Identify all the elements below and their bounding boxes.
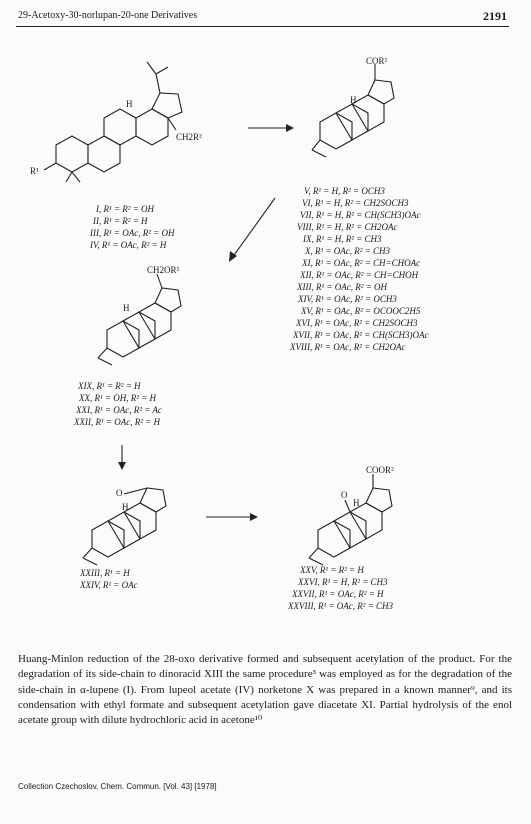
s3-ch2or2-label: CH2OR²: [147, 265, 180, 275]
s5-o-label: O: [341, 490, 348, 500]
s5-h-label: H: [353, 498, 360, 508]
compound-label: IV, R¹ = OAc, R² = H: [90, 240, 167, 250]
compound-label: X, R¹ = OAc, R² = CH3: [305, 246, 391, 256]
compound-label: XXVII, R¹ = OAc, R² = H: [292, 589, 384, 599]
compound-label: XXVIII, R¹ = OAc, R² = CH3: [288, 601, 394, 611]
structure-keto-acid: [309, 474, 392, 565]
s1-r1-label: R¹: [30, 166, 39, 176]
page-number: 2191: [483, 9, 507, 23]
compound-label: XIX, R¹ = R² = H: [78, 381, 141, 391]
compound-label: XXIV, R¹ = OAc: [80, 580, 138, 590]
compound-label: XX, R¹ = OH, R² = H: [79, 393, 157, 403]
compound-label: XVI, R¹ = OAc, R² = CH2SOCH3: [296, 318, 418, 328]
compound-label: III, R¹ = OAc, R² = OH: [90, 228, 175, 238]
arrow-to-3: [232, 198, 275, 258]
structure-ether-bridged: [83, 488, 166, 565]
s4-h-label: H: [122, 502, 129, 512]
compound-label: XV, R¹ = OAc, R² = OCOOC2H5: [301, 306, 421, 316]
compound-label: VIII, R¹ = H, R² = CH2OAc: [297, 222, 398, 232]
structure-lupane: [44, 62, 182, 182]
compound-label: XXII, R¹ = OAc, R² = H: [74, 417, 161, 427]
compound-label: XIII, R¹ = OAc, R² = OH: [297, 282, 388, 292]
compound-label: XXIII, R¹ = H: [80, 568, 130, 578]
structure-norlupane-acid: [312, 64, 394, 157]
compound-label: II, R¹ = R² = H: [93, 216, 148, 226]
s3-h-label: H: [123, 303, 130, 313]
s2-cor2-label: COR²: [366, 56, 388, 66]
compound-label: XVII, R¹ = OAc, R² = CH(SCH3)OAc: [293, 330, 429, 340]
compound-label: XII, R¹ = OAc, R² = CH=CHOH: [300, 270, 419, 280]
compound-label: XI, R¹ = OAc, R² = CH=CHOAc: [302, 258, 421, 268]
journal-footer: Collection Czechoslov. Chem. Commun. [Vol. 43] [1978]: [18, 782, 217, 791]
compound-label: V, R¹ = H, R² = OCH3: [304, 186, 385, 196]
compound-label: VII, R¹ = H, R² = CH(SCH3)OAc: [300, 210, 421, 220]
body-paragraph: [18, 652, 512, 728]
compound-label: I, R¹ = R² = OH: [96, 204, 155, 214]
compound-label: XIV, R¹ = OAc, R² = OCH3: [298, 294, 397, 304]
compound-label: XXI, R¹ = OAc, R² = Ac: [76, 405, 162, 415]
body-text: Huang-Minlon reduction of the 28-oxo derivative formed and subsequent acetylation of the product. For the degradation of its side-chain to dinoracid XIII the same procedure³ was employed as for the degradation of the side-chain in α-lupene (I). From lupeol acetate (IV) norketone X was prepared in a known manner⁹, and its condensation with ethyl formate and subsequent acetylation gave diacetate XI. Partial hydrolysis of the enol acetate group with dilute hydrochloric acid in acetone¹⁰: [18, 653, 512, 727]
compound-label: XXVI, R¹ = H, R² = CH3: [298, 577, 388, 587]
s1-ch2r2-label: CH2R²: [176, 132, 202, 142]
running-title: 29-Acetoxy-30-norlupan-20-one Derivatives: [18, 10, 198, 21]
compound-label: IX, R¹ = H, R² = CH3: [303, 234, 382, 244]
compound-label: VI, R¹ = H, R² = CH2SOCH3: [302, 198, 409, 208]
s4-o-label: O: [116, 488, 123, 498]
s2-h-label: H: [350, 95, 357, 105]
structure-hydroxymethyl: [98, 274, 181, 365]
compound-label: XVIII, R¹ = OAc, R² = CH2OAc: [290, 342, 406, 352]
compound-label: XXV, R¹ = R² = H: [300, 565, 364, 575]
s1-h-label: H: [126, 99, 133, 109]
s5-coor2-label: COOR²: [366, 465, 394, 475]
